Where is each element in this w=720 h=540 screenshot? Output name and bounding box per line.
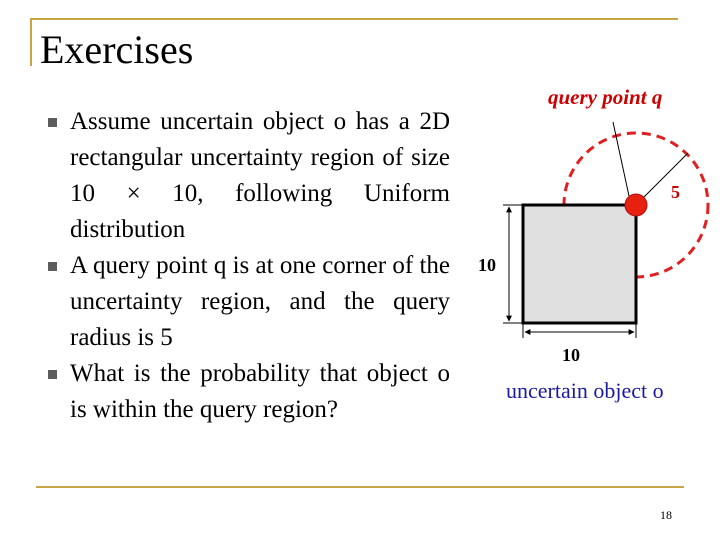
bullet-text: Assume uncertain object o has a 2D rectangular uncertainty region of size 10 × 10, following Uniform distribution bbox=[70, 108, 450, 243]
bottom-rule bbox=[36, 486, 684, 488]
page-number: 18 bbox=[660, 508, 672, 522]
width-label: 10 bbox=[562, 345, 580, 365]
height-label: 10 bbox=[478, 255, 496, 275]
radius-label: 5 bbox=[671, 182, 680, 202]
query-point-label: query point q bbox=[548, 85, 663, 109]
bullet-text: What is the probability that object o is within the query region? bbox=[70, 360, 450, 423]
slide-title: Exercises bbox=[40, 27, 194, 72]
object-label: uncertain object o bbox=[506, 378, 664, 403]
query-point-marker bbox=[625, 194, 647, 216]
uncertainty-region bbox=[523, 205, 636, 323]
bullet-text: A query point q is at one corner of the uncertainty region, and the query radius is 5 bbox=[70, 252, 450, 351]
